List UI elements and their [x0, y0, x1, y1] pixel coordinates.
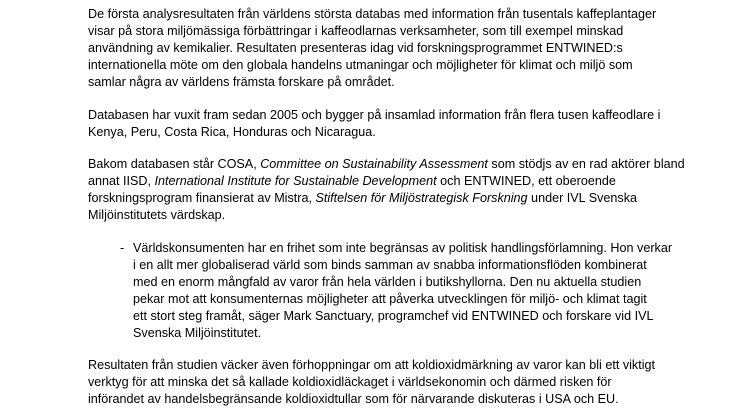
text-line: Svenska Miljöinstitutet. — [133, 326, 262, 340]
text-run: forskningsprogram finansierat av Mistra, — [88, 191, 316, 205]
list-dash-marker: - — [120, 241, 125, 255]
quote-list-item — [133, 240, 693, 342]
text-line: internationella möte om den globala handelns utmaningar och möjligheter för klimat och miljö som — [88, 58, 633, 72]
italic-org-name: International Institute for Sustainable Development — [154, 174, 437, 188]
intro-paragraph — [88, 6, 678, 91]
text-line: i en allt mer globaliserad värld som binds samman av snabba informationsflöden kombinerat — [133, 258, 647, 272]
italic-org-name: Stiftelsen för Miljöstrategisk Forskning — [315, 191, 528, 205]
text-line — [88, 190, 678, 207]
text-run: under IVL Svenska — [527, 191, 638, 205]
text-run: annat IISD, — [88, 174, 155, 188]
results-paragraph — [88, 357, 678, 408]
italic-org-name: Committee on Sustainability Assessment — [260, 157, 488, 171]
text-line: med en enorm mångfald av varor från hela världen i butikshyllorna. Den nu aktuella studien — [133, 275, 642, 289]
text-run: Bakom databasen står COSA, — [88, 157, 261, 171]
text-line: Kenya, Peru, Costa Rica, Honduras och Nicaragua. — [88, 125, 376, 139]
text-line — [88, 156, 685, 173]
text-line: ett stort steg framåt, säger Mark Sanctuary, programchef vid ENTWINED och forskare vid IVL — [133, 309, 654, 323]
text-line: visar på stora miljömässiga förbättringar i kaffeodlarnas verksamheter, som till exempel minskad — [88, 24, 624, 38]
text-line — [88, 173, 678, 190]
text-run: som stödjs av en rad aktörer bland — [487, 157, 685, 171]
database-paragraph — [88, 107, 678, 141]
text-line: införandet av handelsbegränsande koldioxidtullar som för närvarande diskuteras i USA och EU. — [88, 392, 619, 406]
text-line: pekar mot att konsumenternas möjligheter att påverka utvecklingen för miljö- och klimat tagit — [133, 292, 647, 306]
text-line: De första analysresultaten från världens största databas med information från tusentals kaffeplantager — [88, 7, 657, 21]
text-line: Miljöinstitutets värdskap. — [88, 208, 226, 222]
text-line: Världskonsumenten har en frihet som inte begränsas av politisk handlingsförlamning. Hon verkar — [133, 241, 673, 255]
text-line: Resultaten från studien väcker även förhoppningar om att koldioxidmärkning av varor kan bli ett viktigt — [88, 358, 656, 372]
text-line: samlar några av världens främsta forskare på området. — [88, 75, 395, 89]
text-line: Databasen har vuxit fram sedan 2005 och bygger på insamlad information från flera tusen kaffeodlare i — [88, 108, 661, 122]
cosa-paragraph — [88, 156, 685, 224]
text-run: och ENTWINED, ett oberoende — [436, 174, 616, 188]
text-line: verktyg för att minska det så kallade koldioxidläckaget i världsekonomin och därmed risken för — [88, 375, 612, 389]
text-line: användning av kemikalier. Resultaten presenteras idag vid forskningsprogrammet ENTWINED:s — [88, 41, 623, 55]
